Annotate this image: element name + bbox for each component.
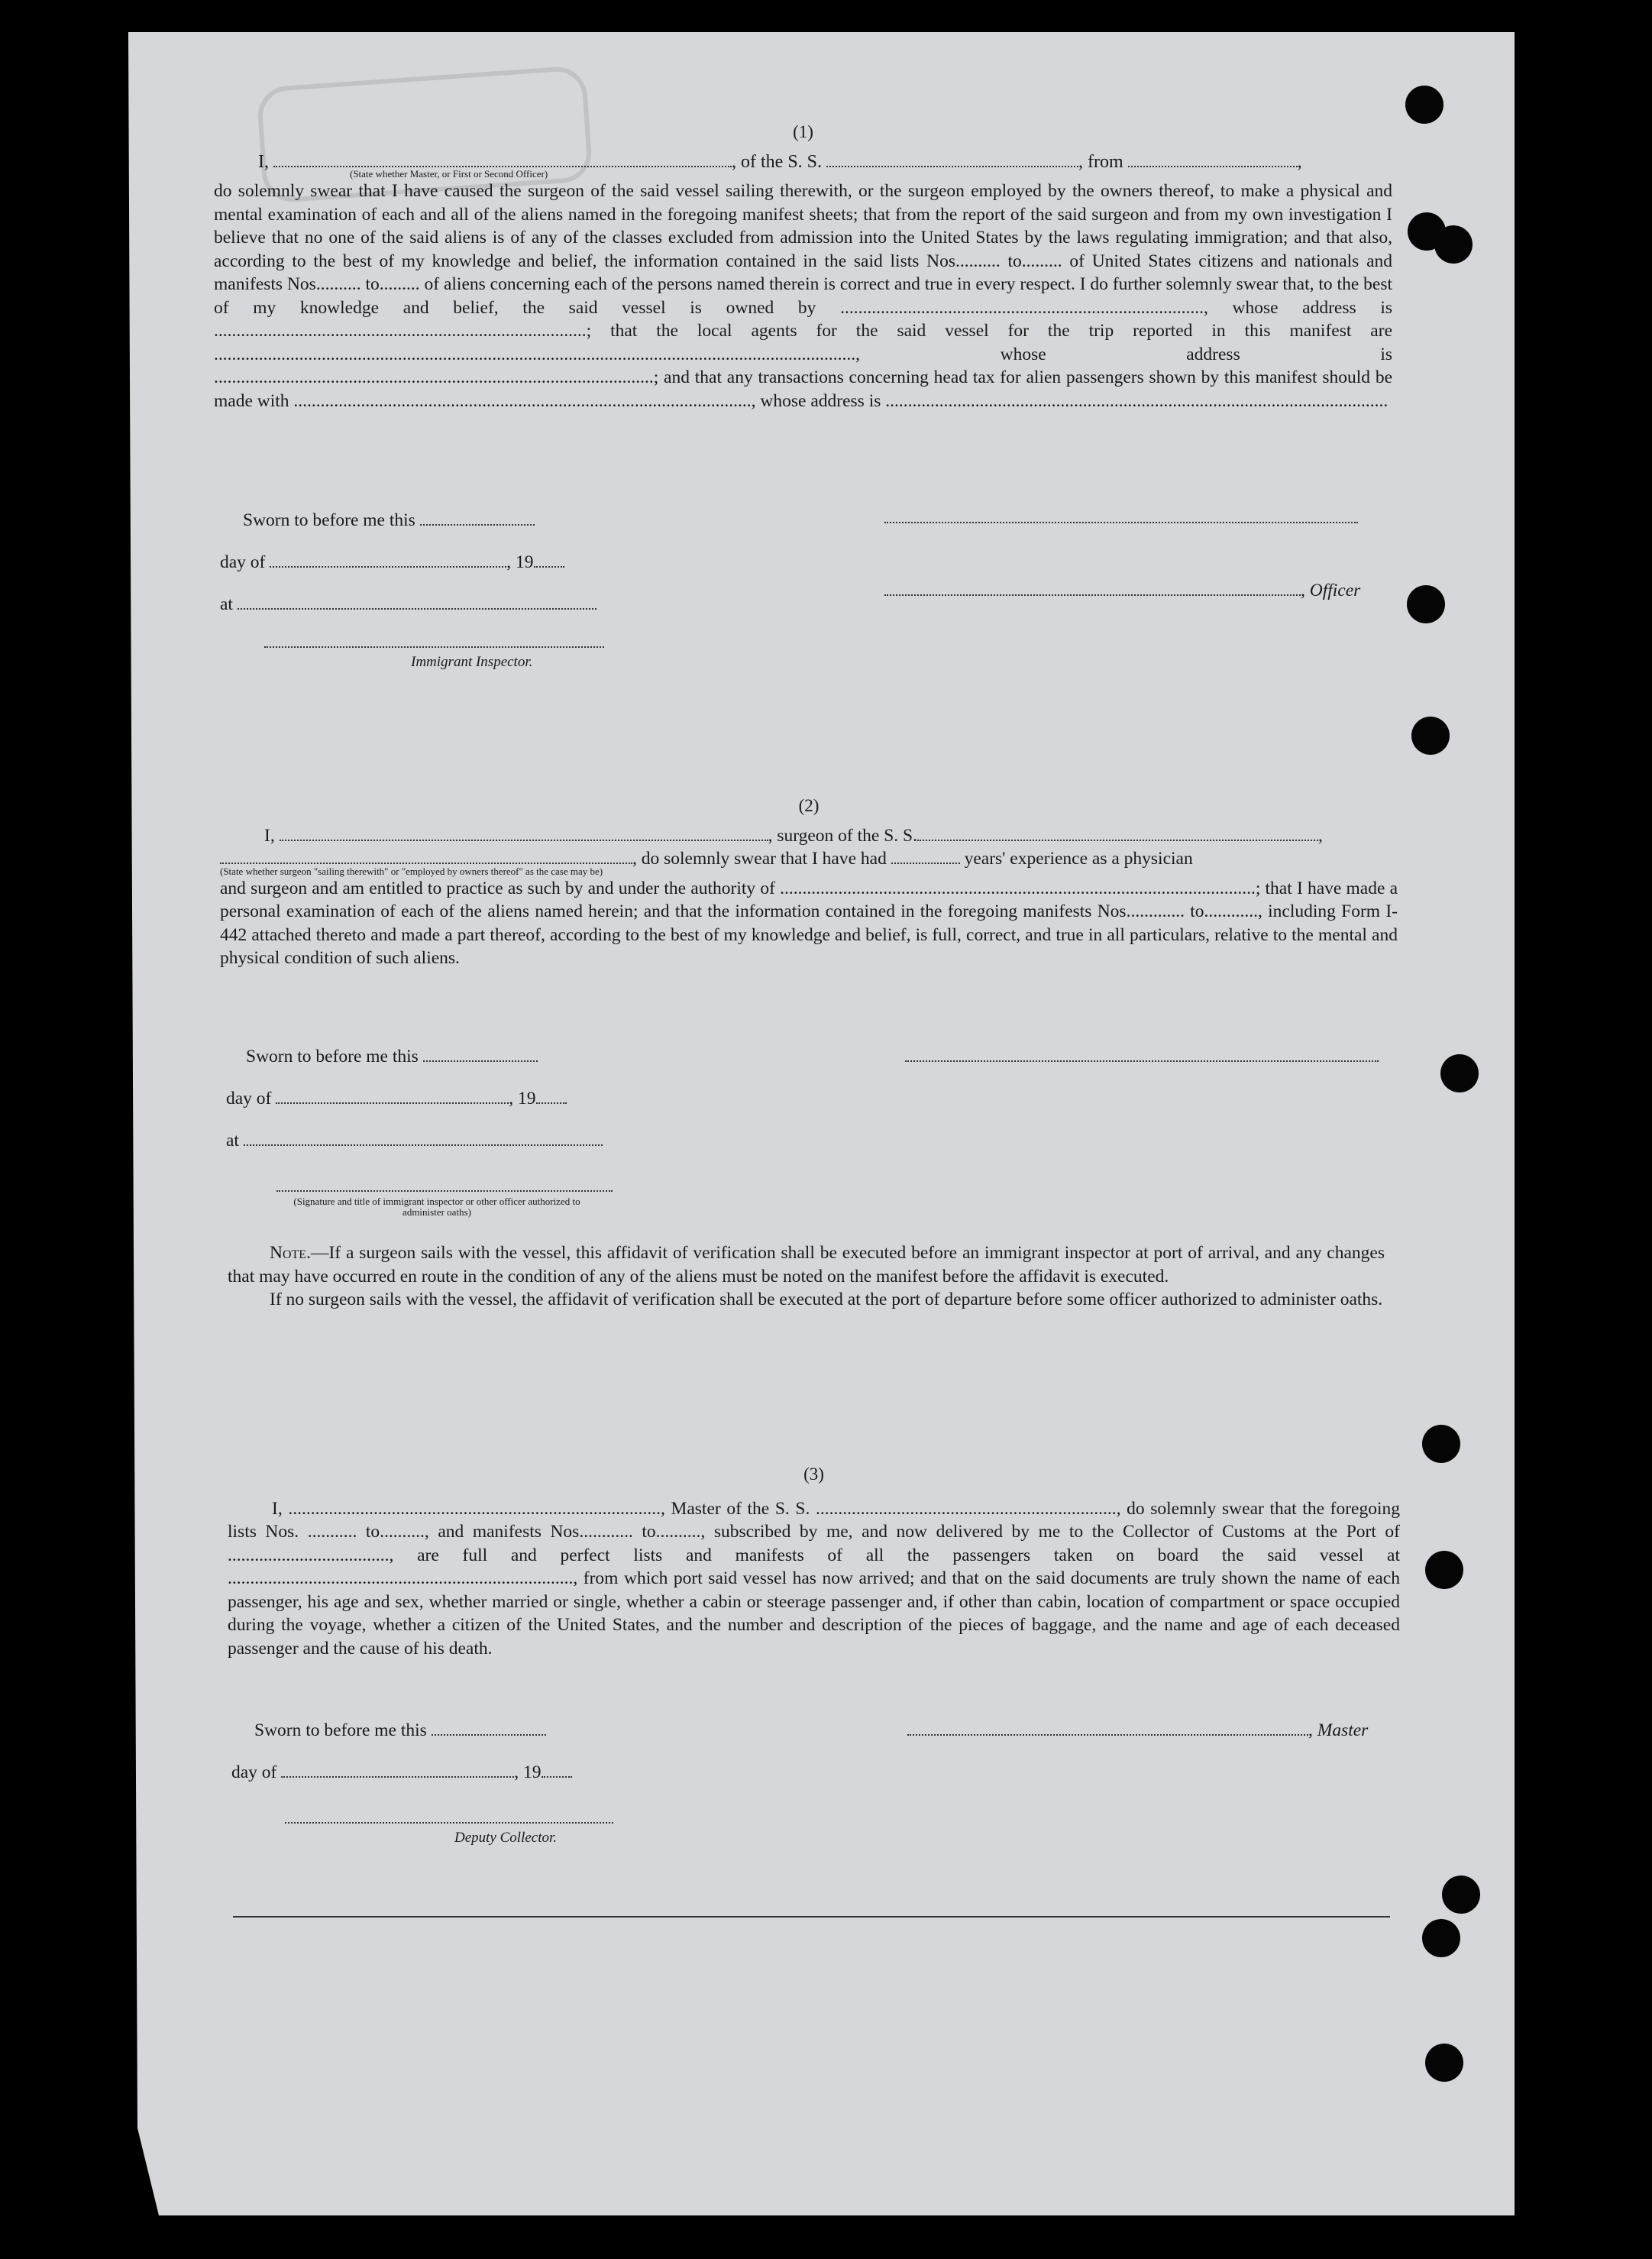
signature-field[interactable] (884, 521, 1358, 523)
master-signature-field[interactable] (907, 1733, 1308, 1736)
officer-title-line (884, 581, 1360, 601)
sworn-block-3 (231, 1720, 621, 1846)
surgeon-type-field[interactable] (220, 862, 632, 864)
at-label: at (220, 594, 233, 614)
day-of-label: day of (231, 1762, 277, 1782)
label-from: , from (1078, 151, 1123, 172)
bottom-rule (233, 1916, 1390, 1918)
surgeon-signature-field[interactable] (905, 1060, 1379, 1062)
sworn-date-field[interactable] (420, 523, 535, 526)
section-2 (220, 795, 1398, 970)
at-label: at (226, 1131, 239, 1151)
at-line (226, 1131, 613, 1151)
at-line (220, 594, 602, 615)
year-field[interactable] (534, 565, 564, 568)
sworn-label: Sworn to before me this (246, 1047, 419, 1066)
year-field[interactable] (542, 1775, 572, 1778)
sworn-date-field[interactable] (432, 1733, 546, 1736)
note-block (228, 1241, 1385, 1312)
section-3 (228, 1463, 1400, 1660)
day-of-label: day of (220, 552, 266, 572)
punch-hole (1425, 1551, 1463, 1589)
section-number: (2) (798, 796, 820, 815)
day-field[interactable] (281, 1775, 514, 1778)
master-label: , Master (1308, 1720, 1369, 1740)
surgeon-line: I, , surgeon of the S. S. , (264, 825, 1323, 846)
sworn-block-1 (220, 510, 602, 671)
day-line (220, 552, 602, 573)
year-label: , 19 (506, 552, 534, 572)
sworn-line (254, 1720, 621, 1741)
at-field[interactable] (238, 607, 596, 610)
surgeon-signature (905, 1047, 1379, 1067)
sworn-label: Sworn to before me this (243, 510, 415, 530)
officer-signature (884, 508, 1358, 529)
label-i: I, (264, 825, 275, 846)
inspector-caption: Immigrant Inspector. (411, 654, 533, 670)
day-line (231, 1762, 621, 1783)
at-field[interactable] (244, 1144, 603, 1146)
surgeon-name-field[interactable] (280, 839, 768, 841)
oath-paragraph (214, 180, 1392, 413)
punch-hole (1440, 1054, 1479, 1092)
master-paragraph (228, 1497, 1400, 1661)
officer-line: I, , of the S. S. , from , (258, 151, 1302, 172)
day-of-label: day of (226, 1089, 272, 1108)
note-paragraph-2 (228, 1288, 1385, 1312)
surgeon-text: and surgeon and am entitled to practice as such by and under the authority of ..........................................................................................................; that I have made a personal examination of each of the aliens named herein; and that the information contained in the foregoing manifests Nos............. to............, including Form I-442 attached thereto and made a part thereof, according to the best of my knowledge and belief, is full, correct, and true in all particulars, relative to the mental and physical condition of such aliens. (220, 878, 1398, 968)
officer-name-field[interactable] (273, 165, 732, 167)
officer-signature-field[interactable] (276, 1189, 613, 1192)
inspector-signature-field[interactable] (264, 646, 604, 648)
note-text: —If a surgeon sails with the vessel, this affidavit of verification shall be executed before an immigrant inspector at port of arrival, and any changes that may have occurred en route in the condition of any of the aliens must be noted on the manifest before the affidavit is executed. (228, 1243, 1385, 1286)
note-label: Note. (270, 1243, 311, 1263)
punch-hole (1425, 2044, 1463, 2082)
surgeon-paragraph (220, 877, 1398, 970)
sworn-label: Sworn to before me this (254, 1720, 427, 1740)
sworn-line (243, 510, 602, 531)
officer-caption: (State whether Master, or First or Second Officer) (350, 168, 548, 180)
section-1 (214, 121, 1392, 413)
sworn-block-2 (226, 1047, 613, 1218)
section-number: (1) (793, 122, 813, 141)
punch-hole (1422, 1425, 1460, 1463)
label-of-ss: , of the S. S. (732, 151, 823, 172)
officer-label: , Officer (1301, 581, 1361, 600)
years-field[interactable] (891, 862, 960, 864)
day-field[interactable] (276, 1102, 509, 1104)
note2-text: If no surgeon sails with the vessel, the affidavit of verification shall be executed at the port of departure before some officer authorized to administer oaths. (270, 1290, 1383, 1309)
ship-name-field[interactable] (826, 165, 1078, 167)
punch-hole (1407, 585, 1445, 623)
ship-name-field[interactable] (917, 839, 1318, 841)
collector-caption: Deputy Collector. (454, 1830, 558, 1846)
note-paragraph (228, 1241, 1385, 1288)
year-label: , 19 (514, 1762, 542, 1782)
officer-signature-field[interactable] (884, 594, 1301, 596)
label-swear: , do solemnly swear that I have had (632, 849, 887, 869)
punch-hole (1411, 717, 1450, 755)
year-field[interactable] (536, 1102, 567, 1104)
day-field[interactable] (270, 565, 506, 568)
collector-signature-field[interactable] (285, 1821, 613, 1824)
year-label: , 19 (509, 1089, 536, 1108)
punch-hole (1442, 1875, 1480, 1914)
label-years: years' experience as a physician (964, 849, 1193, 869)
master-signature (907, 1720, 1368, 1741)
punch-hole (1405, 86, 1443, 124)
punch-hole (1434, 225, 1473, 264)
oath-text: do solemnly swear that I have caused the surgeon of the said vessel sailing therewith, or the surgeon employed by the owners thereof, to make a physical and mental examination of each and all of the aliens named in the foregoing manifest sheets; that from the report of the said surgeon and from my own investigation I believe that no one of the said aliens is of any of the classes excluded from admission into the United States by the laws regulating immigration; and that also, according to the best of my knowledge and belief, the information contained in the said lists Nos.......... to......... of United States citizens and nationals and manifests Nos.......... to......... of aliens concerning each of the persons named therein is correct and true in every respect. I do further solemnly swear that, to the best of my knowledge and belief, the said vessel is owned by ................................................................................., whose address is ...................................................................................; that the local agents for the said vessel for the trip reported in this manifest are ..............................................................................................................................................., whose address is ..................................................................................................; and that any transactions concerning head tax for alien passengers shown by this manifest should be made with ......................................................................................................, whose address is ................................................................................................................ (214, 181, 1392, 411)
from-port-field[interactable] (1128, 165, 1298, 167)
sworn-line (246, 1047, 613, 1067)
day-line (226, 1089, 613, 1109)
label-surgeon-of-ss: , surgeon of the S. S. (768, 825, 917, 846)
section-number: (3) (803, 1464, 824, 1484)
label-i: I, (258, 151, 269, 172)
master-text: I, ..................................................................................., Master of the S. S. ..................................................................., do solemnly swear that the foregoing lists Nos. ........... to.........., and manifests Nos............ to.........., subscribed by me, and now delivered by me to the Collector of Customs at the Port of ...................................., are full and perfect lists and manifests of all the passengers taken on board the said vessel at ............................................................................., from which port said vessel has now arrived; and that on the said documents are truly shown the name of each passenger, his age and sex, whether married or single, whether a cabin or steerage passenger and, if other than cabin, location of compartment or space occupied during the voyage, whether a citizen of the United States, and the number and description of the pieces of baggage, and the name and age of each deceased passenger and the cause of his death. (228, 1498, 1400, 1659)
punch-hole (1422, 1919, 1460, 1957)
surgeon-caption: (State whether surgeon "sailing therewith" or "employed by owners thereof" as the case may be) (220, 865, 603, 877)
sworn-date-field[interactable] (423, 1060, 538, 1062)
signature-caption: (Signature and title of immigrant inspector or other officer authorized to administer oaths) (293, 1196, 580, 1218)
